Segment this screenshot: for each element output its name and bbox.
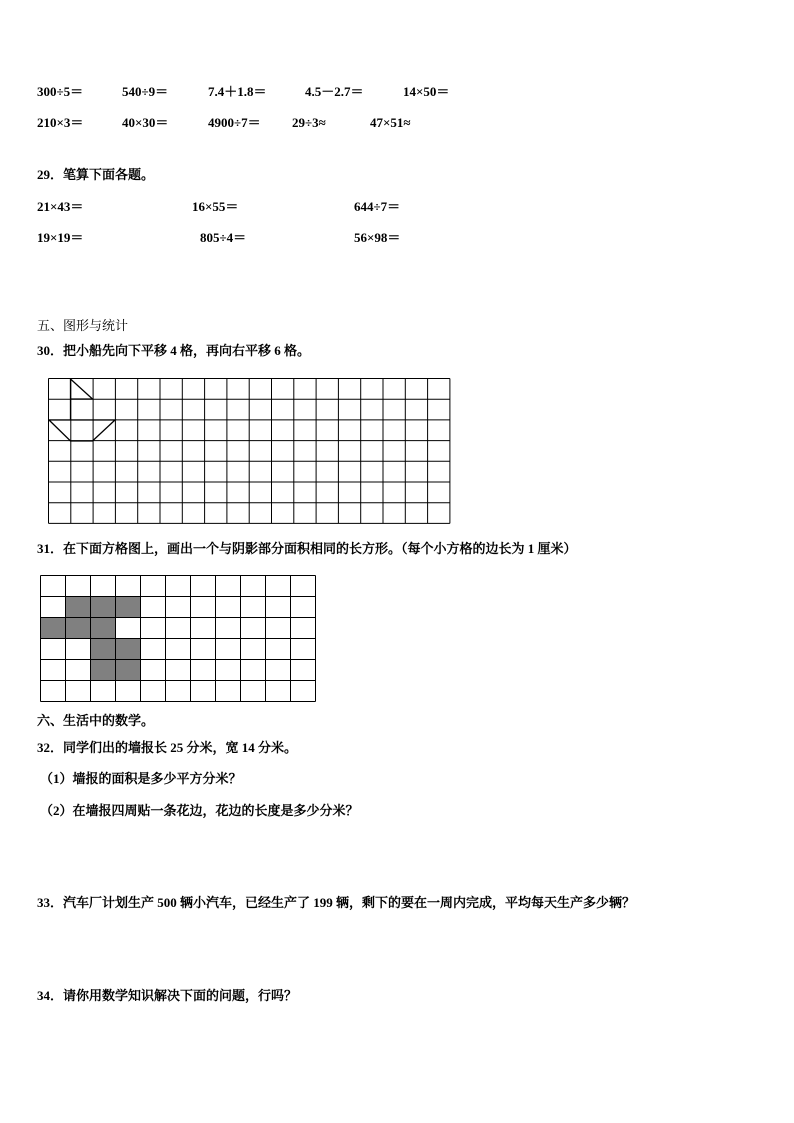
shaded-cell — [66, 618, 91, 639]
question-31-text: 31．在下面方格图上，画出一个与阴影部分面积相同的长方形。（每个小方格的边长为 1 厘米） — [37, 541, 577, 556]
question-32-sub1: （1）墙报的面积是多少平方分米？ — [40, 771, 242, 786]
mental-item: 4.5－2.7＝ — [305, 84, 364, 99]
written-calc-item: 21×43＝ — [37, 199, 84, 214]
mental-item: 29÷3≈ — [292, 115, 326, 130]
mental-item: 300÷5＝ — [37, 84, 84, 99]
written-calc-item: 805÷4＝ — [200, 230, 247, 245]
written-calc-item: 19×19＝ — [37, 230, 84, 245]
section-6-heading: 六、生活中的数学。 — [37, 713, 155, 728]
shaded-cell — [66, 597, 91, 618]
section-5-heading: 五、图形与统计 — [37, 318, 129, 333]
shaded-cell — [116, 597, 141, 618]
mental-item: 7.4＋1.8＝ — [208, 84, 267, 99]
shaded-cell — [116, 660, 141, 681]
question-30-text: 30．把小船先向下平移 4 格，再向右平移 6 格。 — [37, 343, 311, 358]
shaded-cell — [91, 618, 116, 639]
shaded-cell — [91, 660, 116, 681]
mental-item: 47×51≈ — [370, 115, 411, 130]
mental-item: 540÷9＝ — [122, 84, 169, 99]
question-33-text: 33．汽车厂计划生产 500 辆小汽车，已经生产了 199 辆，剩下的要在一周内完成，平均每天生产多少辆？ — [37, 895, 636, 910]
mental-item: 4900÷7＝ — [208, 115, 261, 130]
shaded-cell — [41, 618, 66, 639]
written-calc-item: 16×55＝ — [192, 199, 239, 214]
question-34-text: 34．请你用数学知识解决下面的问题，行吗？ — [37, 988, 298, 1003]
shaded-cell — [116, 639, 141, 660]
mental-item: 14×50＝ — [403, 84, 450, 99]
question-32-text: 32．同学们出的墙报长 25 分米，宽 14 分米。 — [37, 740, 298, 755]
written-calc-item: 644÷7＝ — [354, 199, 401, 214]
area-grid — [40, 575, 317, 702]
question-29-title: 29．笔算下面各题。 — [37, 167, 155, 182]
mental-item: 210×3＝ — [37, 115, 84, 130]
shaded-cell — [91, 597, 116, 618]
written-calc-item: 56×98＝ — [354, 230, 401, 245]
mental-item: 40×30＝ — [122, 115, 169, 130]
translation-grid — [48, 378, 451, 525]
question-32-sub2: （2）在墙报四周贴一条花边，花边的长度是多少分米？ — [40, 803, 359, 818]
shaded-cell — [91, 639, 116, 660]
boat-figure — [49, 379, 115, 441]
